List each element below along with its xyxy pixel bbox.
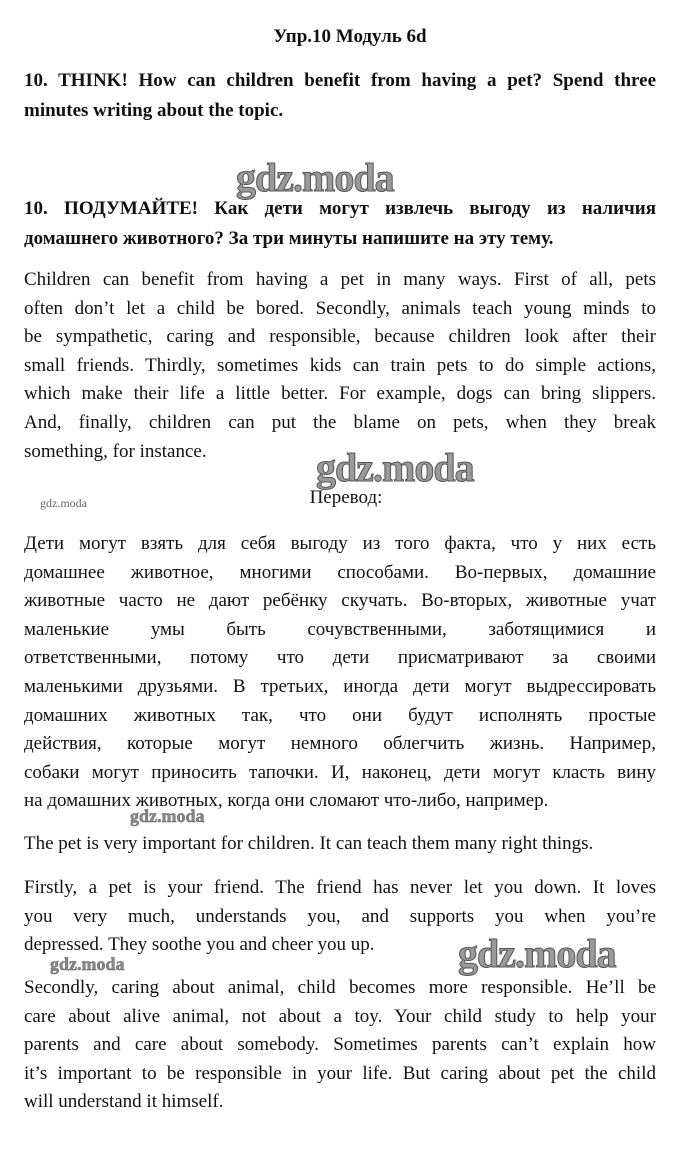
text-line: minutes writing about the topic.	[24, 100, 284, 121]
text-line: на домашних животных, когда они сломают что-либо, например.	[24, 790, 549, 812]
text-line: домашнее животное, многими способами. Во-первых, домашние	[24, 561, 656, 583]
text-line: домашнего животного? За три минуты напишите на эту тему.	[24, 228, 554, 249]
text-line: Firstly, a pet is your friend. The friend has never let you down. It loves	[24, 877, 656, 898]
watermark-small: gdz.moda	[40, 496, 87, 510]
watermark-logo: gdz.moda	[236, 155, 394, 200]
translation-label	[0, 487, 700, 509]
page-title: Упр.10 Модуль 6d	[273, 26, 427, 47]
translation-label-text: Перевод:	[309, 487, 383, 508]
text-line: Secondly, caring about animal, child becomes more responsible. He’ll be	[24, 977, 656, 998]
text-line: маленькими друзьями. В третьих, иногда дети могут выдрессировать	[24, 675, 656, 697]
translation-russian	[24, 530, 656, 816]
watermark-medium: gdz.moda	[50, 954, 125, 974]
text-line: 10. THINK! How can children benefit from having a pet? Spend three	[24, 70, 656, 91]
text-line: Дети могут взять для себя выгоду из того факта, что у них есть	[24, 533, 656, 554]
text-line: And, finally, children can put the blame on pets, when they break	[24, 411, 656, 433]
paragraph-responsibility	[24, 974, 656, 1117]
text-line: depressed. They soothe you and cheer you up.	[24, 934, 375, 956]
text-line: маленькие умы быть сочувственными, заботящимися и	[24, 618, 656, 640]
text-line: often don’t let a child be bored. Secondly, animals teach young minds to	[24, 297, 656, 319]
task-english	[24, 66, 656, 126]
text-line: you very much, understands you, and supports you when you’re	[24, 905, 656, 927]
text-line: собаки могут приносить тапочки. И, наконец, дети могут класть вину	[24, 761, 656, 783]
text-line: small friends. Thirdly, sometimes kids can train pets to do simple actions,	[24, 354, 656, 376]
text-line: care about alive animal, not about a toy. Your child study to help your	[24, 1005, 656, 1027]
text-line: ответственными, потому что дети присматривают за своими	[24, 647, 656, 669]
text-line: The pet is very important for children. It can teach them many right things.	[24, 833, 594, 854]
text-line: 10. ПОДУМАЙТЕ! Как дети могут извлечь выгоду из наличия	[24, 198, 656, 219]
text-line: which make their life a little better. For example, dogs can bring slippers.	[24, 383, 656, 405]
paragraph-pet-importance	[24, 830, 656, 859]
text-line: it’s important to be responsible in your life. But caring about pet the child	[24, 1062, 656, 1084]
answer-english	[24, 266, 656, 466]
text-line: will understand it himself.	[24, 1091, 224, 1113]
watermark-logo: gdz.moda	[458, 931, 616, 976]
text-line: something, for instance.	[24, 440, 207, 462]
watermark-logo: gdz.moda	[316, 445, 474, 490]
watermark-medium: gdz.moda	[130, 806, 205, 826]
text-line: be sympathetic, caring and responsible, because children look after their	[24, 326, 656, 348]
text-line: Children can benefit from having a pet in many ways. First of all, pets	[24, 269, 656, 290]
text-line: parents and care about somebody. Sometimes parents can’t explain how	[24, 1034, 656, 1056]
task-russian	[24, 194, 656, 254]
text-line: домашних животных так, что они будут исполнять простые	[24, 704, 656, 726]
text-line: действия, которые могут немного облегчить жизнь. Например,	[24, 733, 656, 755]
text-line: животные часто не дают ребёнку скучать. Во-вторых, животные учат	[24, 590, 656, 612]
